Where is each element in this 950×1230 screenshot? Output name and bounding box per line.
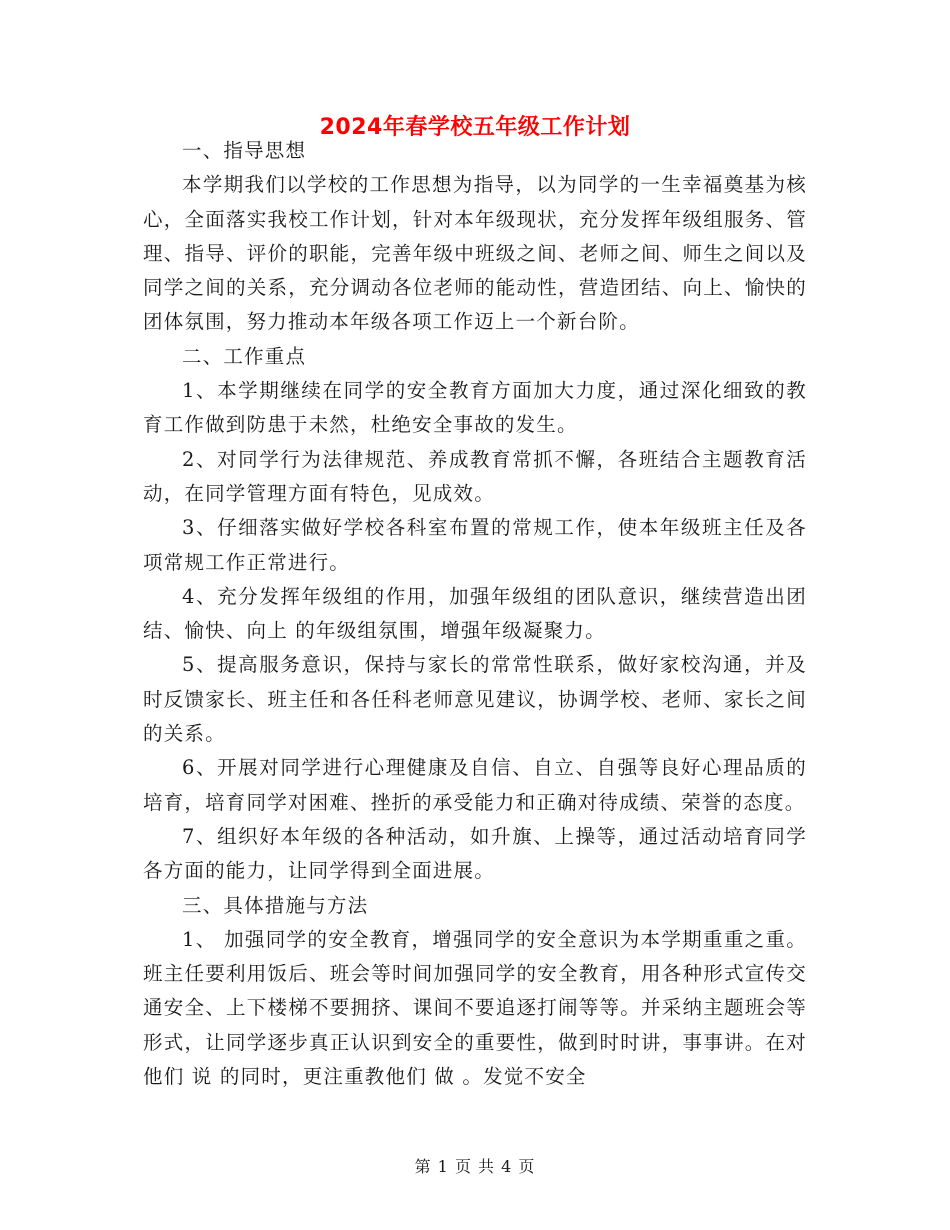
paragraph-guiding-ideology: 本学期我们以学校的工作思想为指导，以为同学的一生幸福奠基为核心，全面落实我校工作计划，针对本年级现状，充分发挥年级组服务、管理、指导、评价的职能，完善年级中班级之间、老师之间、师生之间以及同学之间的关系，充分调动各位老师的能动性，营造团结、向上、愉快的团体氛围，努力推动本年级各项工作迈上一个新台阶。 xyxy=(143,173,807,334)
focus-item-6: 6、开展对同学进行心理健康及自信、自立、自强等良好心理品质的培育，培育同学对困难、挫折的承受能力和正确对待成绩、荣誉的态度。 xyxy=(143,756,807,814)
section-heading-work-focus: 二、工作重点 xyxy=(182,344,307,368)
section-heading-guiding-ideology: 一、指导思想 xyxy=(182,139,307,162)
focus-item-2: 2、对同学行为法律规范、养成教育常抓不懈，各班结合主题教育活动，在同学管理方面有特色，见成效。 xyxy=(143,447,807,505)
section-heading-measures: 三、具体措施与方法 xyxy=(182,893,369,917)
page-number-text: 第 1 页 共 4 页 xyxy=(414,1157,536,1176)
focus-item-1: 1、本学期继续在同学的安全教育方面加大力度，通过深化细致的教育工作做到防患于未然，杜绝安全事故的发生。 xyxy=(143,379,807,437)
document-body xyxy=(143,134,807,1094)
measure-item-1: 1、 加强同学的安全教育，增强同学的安全意识为本学期重重之重。班主任要利用饭后、班会等时间加强同学的安全教育，用各种形式宣传交通安全、上下楼梯不要拥挤、课间不要追逐打闹等等。并采纳主题班会等形式，让同学逐步真正认识到安全的重要性，做到时时讲，事事讲。在对他们 说 的同时，更注重教他们 做 。发觉不安全 xyxy=(143,927,807,1089)
focus-item-7: 7、组织好本年级的各种活动，如升旗、上操等，通过活动培育同学各方面的能力，让同学得到全面进展。 xyxy=(143,824,807,883)
page-footer xyxy=(0,1154,950,1177)
document-title: 2024年春学校五年级工作计划 xyxy=(319,115,631,140)
focus-item-4: 4、充分发挥年级组的作用，加强年级组的团队意识，继续营造出团结、愉快、向上 的年级组氛围，增强年级凝聚力。 xyxy=(143,584,807,643)
focus-item-5: 5、提高服务意识，保持与家长的常常性联系，做好家校沟通，并及时反馈家长、班主任和各任科老师意见建议，协调学校、老师、家长之间的关系。 xyxy=(143,653,807,746)
focus-item-3: 3、仔细落实做好学校各科室布置的常规工作，使本年级班主任及各项常规工作正常进行。 xyxy=(143,516,807,574)
